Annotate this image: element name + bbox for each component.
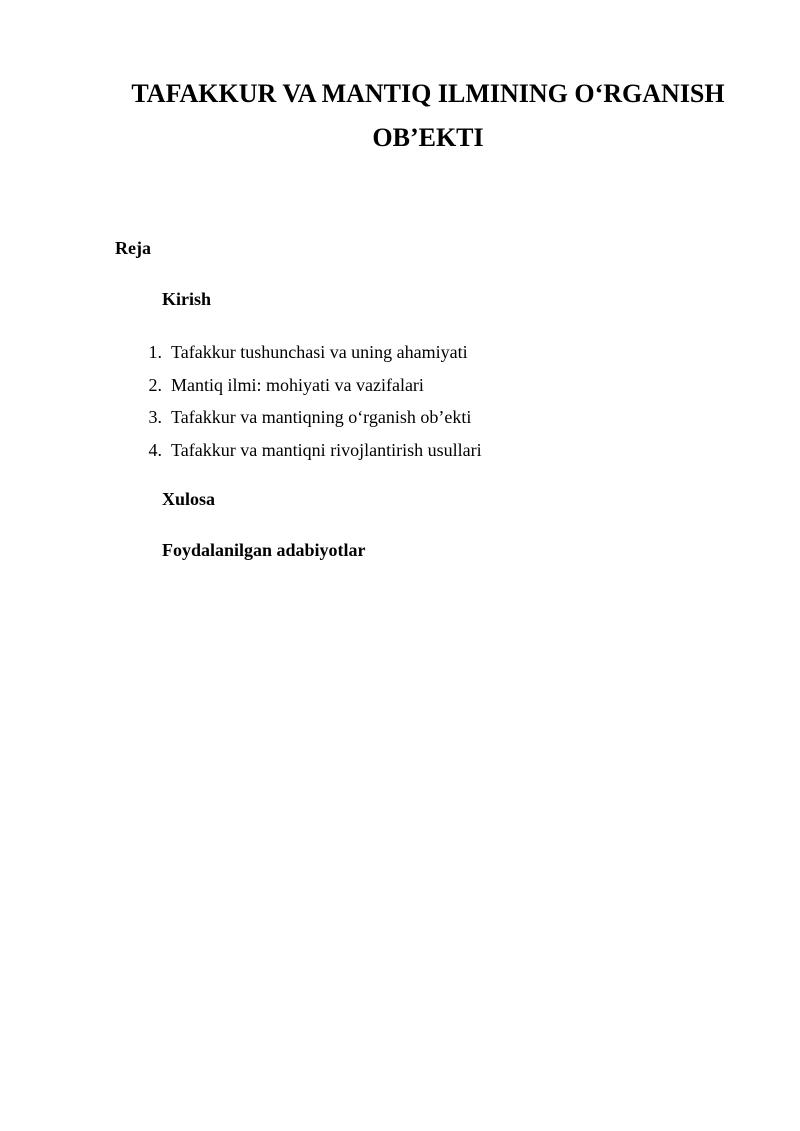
- list-item-text: Tafakkur va mantiqni rivojlantirish usullari: [171, 439, 482, 460]
- title-line-2: OB’EKTI: [372, 123, 484, 152]
- list-item-text: Tafakkur va mantiqning o‘rganish ob’ekti: [171, 407, 472, 427]
- document-title: [100, 72, 756, 160]
- plan-conclusion: Xulosa: [162, 489, 216, 509]
- title-line-1: TAFAKKUR VA MANTIQ ILMINING O‘RGANISH: [131, 79, 725, 108]
- list-item: [132, 405, 482, 438]
- list-item-text: Tafakkur tushunchasi va uning ahamiyati: [171, 342, 468, 362]
- plan-references: Foydalanilgan adabiyotlar: [162, 540, 366, 560]
- plan-label: Reja: [115, 238, 151, 258]
- list-item: [132, 373, 482, 406]
- list-item-text: Mantiq ilmi: mohiyati va vazifalari: [171, 374, 424, 395]
- plan-list: [132, 340, 482, 470]
- list-item: [132, 438, 482, 471]
- list-item: [132, 340, 482, 373]
- list-item-number: 1.: [148, 342, 162, 362]
- list-item-number: 3.: [148, 407, 162, 427]
- list-item-number: 2.: [148, 374, 162, 395]
- plan-intro: Kirish: [162, 289, 212, 309]
- list-item-number: 4.: [148, 439, 162, 460]
